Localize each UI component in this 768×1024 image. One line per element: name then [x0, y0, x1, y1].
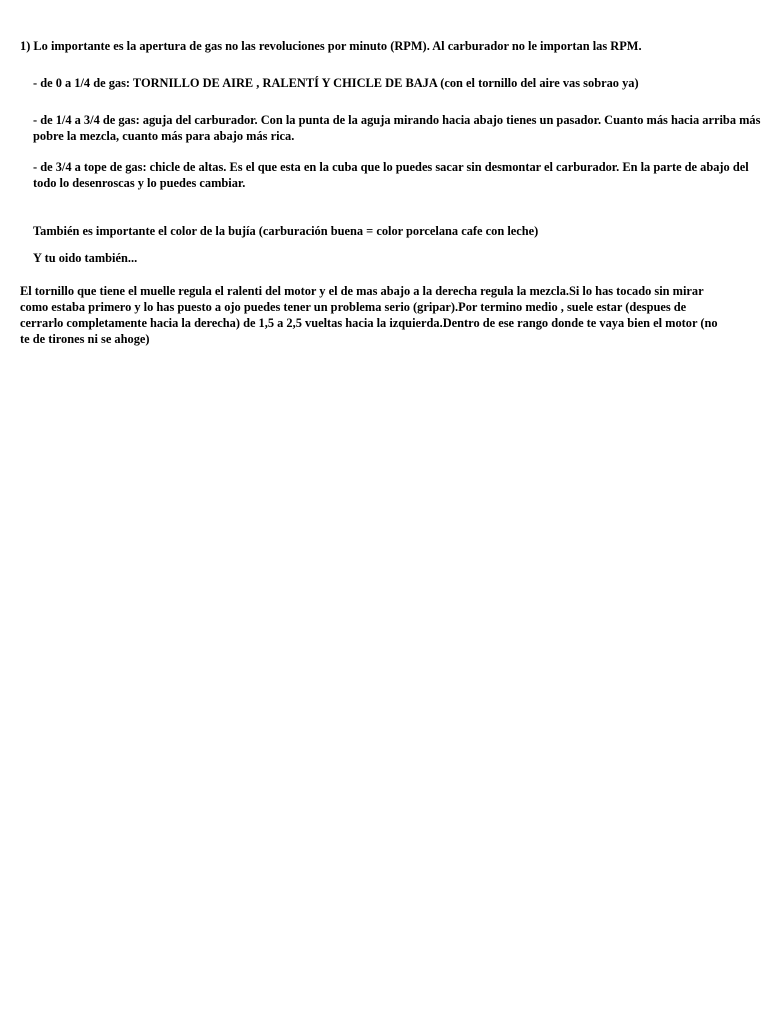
paragraph-low-throttle: - de 0 a 1/4 de gas: TORNILLO DE AIRE , RALENTÍ Y CHICLE DE BAJA (con el tornillo del aire vas sobrao ya): [33, 76, 639, 90]
paragraph-hearing: Y tu oido también...: [33, 251, 138, 265]
paragraph-spark-plug: También es importante el color de la bujía (carburación buena = color porcelana cafe con leche): [33, 224, 539, 238]
paragraph-idle-screw: El tornillo que tiene el muelle regula el ralenti del motor y el de mas abajo a la derecha regula la mezcla.Si lo has tocado sin mirar como estaba primero y lo has puesto a ojo puedes tener un problema serio (gripar).Por termino medio , suele estar (despues de cerrarlo completamente hacia la derecha) de 1,5 a 2,5 vueltas hacia la izquierda.Dentro de ese rango donde te vaya bien el motor (no te de tirones ni se ahoge): [20, 284, 718, 346]
paragraph-high-throttle: - de 3/4 a tope de gas: chicle de altas. Es el que esta en la cuba que lo puedes sacar sin desmontar el carburador. En la parte de abajo del todo lo desenroscas y lo puedes cambiar.: [33, 160, 749, 190]
paragraph-mid-throttle: - de 1/4 a 3/4 de gas: aguja del carburador. Con la punta de la aguja mirando hacia abajo tienes un pasador. Cuanto más hacia arriba más pobre la mezcla, cuanto más para abajo más rica.: [33, 113, 761, 143]
paragraph-rpm-intro: 1) Lo importante es la apertura de gas no las revoluciones por minuto (RPM). Al carburador no le importan las RPM.: [20, 39, 642, 53]
